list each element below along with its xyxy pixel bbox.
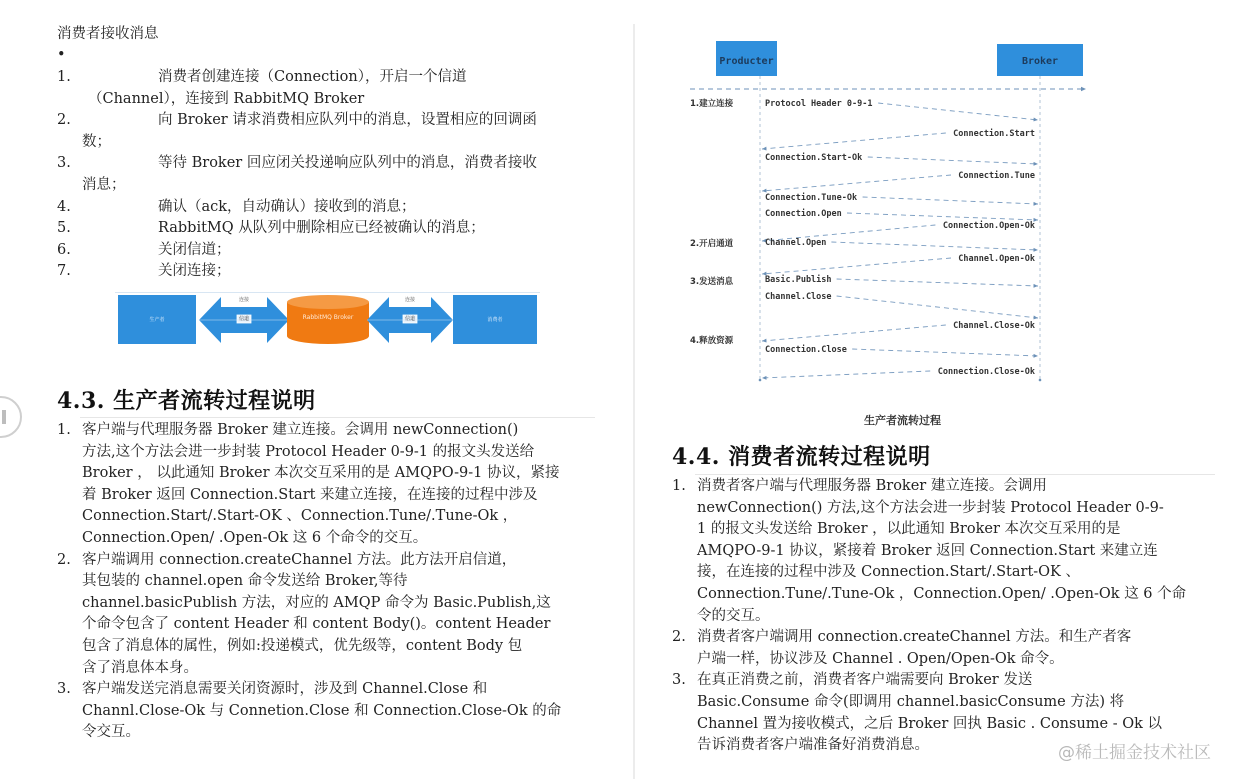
list-item-line: 其包装的 channel.open 命令发送给 Broker,等待 — [82, 573, 408, 590]
list-item-line: 含了消息体本身。 — [82, 659, 198, 676]
sequence-message-label: Connection.Close-Ok — [937, 367, 1035, 377]
producer-sequence-diagram — [680, 36, 1100, 396]
list-item-line: 向 Broker 请求消费相应队列中的消息，设置相应的回调函 — [158, 112, 537, 129]
sequence-message-label: Connection.Open — [765, 209, 842, 219]
sequence-phase-label: 2.开启通道 — [690, 239, 734, 249]
list-item-line: 户端一样，协议涉及 Channel . Open/Open-Ok 命令。 — [697, 650, 1064, 667]
list-item-line: 消费者客户端与代理服务器 Broker 建立连接。会调用 — [697, 478, 1047, 494]
list-item-line: 方法,这个方法会进一步封装 Protocol Header 0-9-1 的报文头发送给 — [82, 443, 535, 460]
lifeline-end-broker — [1039, 379, 1042, 382]
sequence-caption: 生产者流转过程 — [864, 414, 941, 427]
list-item-line: 着 Broker 返回 Connection.Start 来建立连接，在连接的过程中涉及 — [82, 486, 538, 503]
sequence-message-arrow — [837, 296, 1038, 318]
sequence-phase-label: 4.释放资源 — [690, 336, 734, 346]
list-item-line: 包含了消息体的属性，例如:投递模式，优先级等，content Body 包 — [82, 638, 523, 654]
list-item-number: 3. — [57, 681, 71, 698]
actor-label-broker: Broker — [1021, 56, 1059, 67]
list-item-number: 2. — [57, 551, 71, 568]
list-item-line: Connection.Start/.Start-OK 、Connection.Tune/.Tune-Ok ， — [82, 508, 518, 525]
list-item-line: 等待 Broker 回应闭关投递响应队列中的消息，消费者接收 — [158, 155, 537, 172]
list-item-number: 3. — [57, 155, 71, 172]
consumer-receive-title: 消费者接收消息 — [57, 26, 159, 42]
list-item-line: Connection.Open/ .Open-Ok 这 6 个命令的交互。 — [82, 530, 428, 546]
sequence-message-arrow — [863, 197, 1038, 204]
sequence-message-arrow — [831, 242, 1038, 250]
arrow-mid-label-left: 信道 — [238, 316, 249, 322]
sequence-message-arrow — [847, 213, 1038, 220]
list-item-number: 4. — [57, 198, 71, 215]
list-item-number: 5. — [57, 220, 71, 237]
sequence-message-label: Connection.Tune-Ok — [765, 193, 858, 203]
list-item-number: 2. — [57, 112, 71, 129]
diagram-top-border — [115, 292, 540, 293]
sequence-message-label: Channel.Open-Ok — [958, 254, 1035, 264]
sequence-message-arrow — [868, 157, 1038, 164]
list-item-line: Broker ， 以此通知 Broker 本次交互采用的是 AMQPO-9-1 协议，紧接 — [82, 465, 560, 482]
sequence-phase-label: 3.发送消息 — [690, 277, 734, 287]
list-item-line: 个命令包含了 content Header 和 content Body()。content Header — [82, 616, 551, 633]
heading-rule-4-4 — [695, 474, 1215, 475]
list-item-line: 关闭连接； — [158, 263, 231, 280]
list-item-line: 消息； — [82, 177, 126, 193]
page-divider — [633, 24, 635, 779]
consumer-box — [453, 295, 537, 344]
list-item-number: 2. — [672, 629, 686, 646]
sequence-message-arrow — [762, 258, 951, 274]
rabbitmq-flow-diagram — [115, 292, 540, 346]
list-item-line: 确认（ack，自动确认）接收到的消息； — [158, 198, 416, 215]
list-item-number: 7. — [57, 263, 71, 280]
list-item-line: 告诉消费者客户端准备好消费消息。 — [697, 737, 929, 754]
bullet: • — [57, 47, 66, 63]
sequence-phase-label: 1.建立连接 — [690, 99, 734, 109]
list-item-line: 客户端发送完消息需要关闭资源时，涉及到 Channel.Close 和 — [82, 681, 488, 698]
list-item-line: 令交互。 — [82, 724, 140, 741]
list-item-line: Connection.Tune/.Tune-Ok ，Connection.Open/ .Open-Ok 这 6 个命 — [697, 586, 1187, 602]
list-item-line: AMQPO-9-1 协议，紧接着 Broker 返回 Connection.Start 来建立连 — [697, 542, 1158, 559]
sequence-message-arrow — [762, 175, 951, 191]
list-item-number: 6. — [57, 241, 71, 258]
list-item-line: 接，在连接的过程中涉及 Connection.Start/.Start-OK 、 — [697, 564, 1081, 581]
list-item-line: 关闭信道； — [158, 241, 231, 258]
sequence-message-arrow — [837, 279, 1038, 286]
list-item-line: 1 的报文头发送给 Broker ，以此通知 Broker 本次交互采用的是 — [697, 521, 1121, 538]
sequence-message-arrow — [762, 133, 946, 149]
heading-rule-4-3 — [80, 417, 595, 418]
list-item-line: channel.basicPublish 方法，对应的 AMQP 命令为 Basic.Publish,这 — [82, 594, 551, 611]
list-item-line: 令的交互。 — [697, 607, 770, 624]
sequence-message-arrow — [762, 325, 946, 341]
sequence-message-arrow — [852, 349, 1038, 356]
sequence-message-label: Connection.Start-Ok — [765, 153, 863, 163]
sequence-message-label: Connection.Close — [765, 345, 847, 355]
sequence-message-label: Connection.Tune — [958, 171, 1035, 181]
sequence-message-label: Connection.Open-Ok — [942, 221, 1035, 231]
list-item-number: 1. — [57, 422, 71, 438]
sequence-message-arrow — [878, 103, 1038, 120]
producer-label: 生产者 — [149, 316, 165, 323]
sequence-message-label: Basic.Publish — [765, 275, 832, 285]
arrow-top-label-left: 连接 — [238, 297, 249, 303]
sequence-message-label: Channel.Open — [765, 238, 827, 248]
list-item-line: Basic.Consume 命令(即调用 channel.basicConsume 方法) 将 — [697, 694, 1125, 710]
broker-label: RabbitMQ Broker — [302, 314, 354, 321]
actor-label-producter: Producter — [719, 56, 774, 67]
list-item-line: newConnection() 方法,这个方法会进一步封装 Protocol Header 0-9- — [697, 499, 1164, 516]
consumer-label: 消费者 — [487, 316, 503, 323]
list-item-line: 客户端调用 connection.createChannel 方法。此方法开启信道， — [82, 551, 517, 568]
list-item-number: 3. — [672, 672, 686, 689]
sequence-message-label: Channel.Close-Ok — [953, 321, 1035, 331]
list-item-number: 1. — [672, 478, 686, 494]
prev-page-button[interactable] — [0, 396, 22, 438]
arrow-top-label-right: 连接 — [404, 297, 415, 303]
list-item-line: （Channel），连接到 RabbitMQ Broker — [88, 90, 365, 107]
sequence-message-label: Protocol Header 0-9-1 — [765, 99, 873, 109]
list-item-line: 在真正消费之前，消费者客户端需要向 Broker 发送 — [697, 672, 1033, 689]
list-item-line: RabbitMQ 从队列中删除相应已经被确认的消息； — [158, 220, 485, 237]
section-heading-4-4: 4.4. 消费者流转过程说明 — [672, 444, 931, 470]
list-item-line: 数； — [82, 133, 111, 150]
list-item-line: 消费者客户端调用 connection.createChannel 方法。和生产者客 — [697, 629, 1132, 646]
lifeline-end-producter — [759, 379, 762, 382]
list-item-line: 消费者创建连接（Connection），开启一个信道 — [158, 69, 467, 85]
arrow-mid-label-right: 信道 — [404, 316, 415, 322]
watermark: @稀土掘金技术社区 — [1058, 743, 1211, 763]
sequence-message-arrow — [762, 371, 930, 378]
prev-page-icon — [2, 410, 6, 424]
producer-box — [118, 295, 196, 344]
sequence-message-label: Connection.Start — [953, 129, 1035, 139]
list-item-number: 1. — [57, 69, 71, 85]
list-item-line: 客户端与代理服务器 Broker 建立连接。会调用 newConnection() — [82, 422, 519, 438]
list-item-line: Channel 置为接收模式，之后 Broker 回执 Basic . Consume - Ok 以 — [697, 715, 1163, 732]
section-heading-4-3: 4.3. 生产者流转过程说明 — [57, 388, 316, 414]
sequence-message-label: Channel.Close — [765, 292, 832, 302]
list-item-line: Channl.Close-Ok 与 Connetion.Close 和 Connection.Close-Ok 的命 — [82, 702, 562, 719]
